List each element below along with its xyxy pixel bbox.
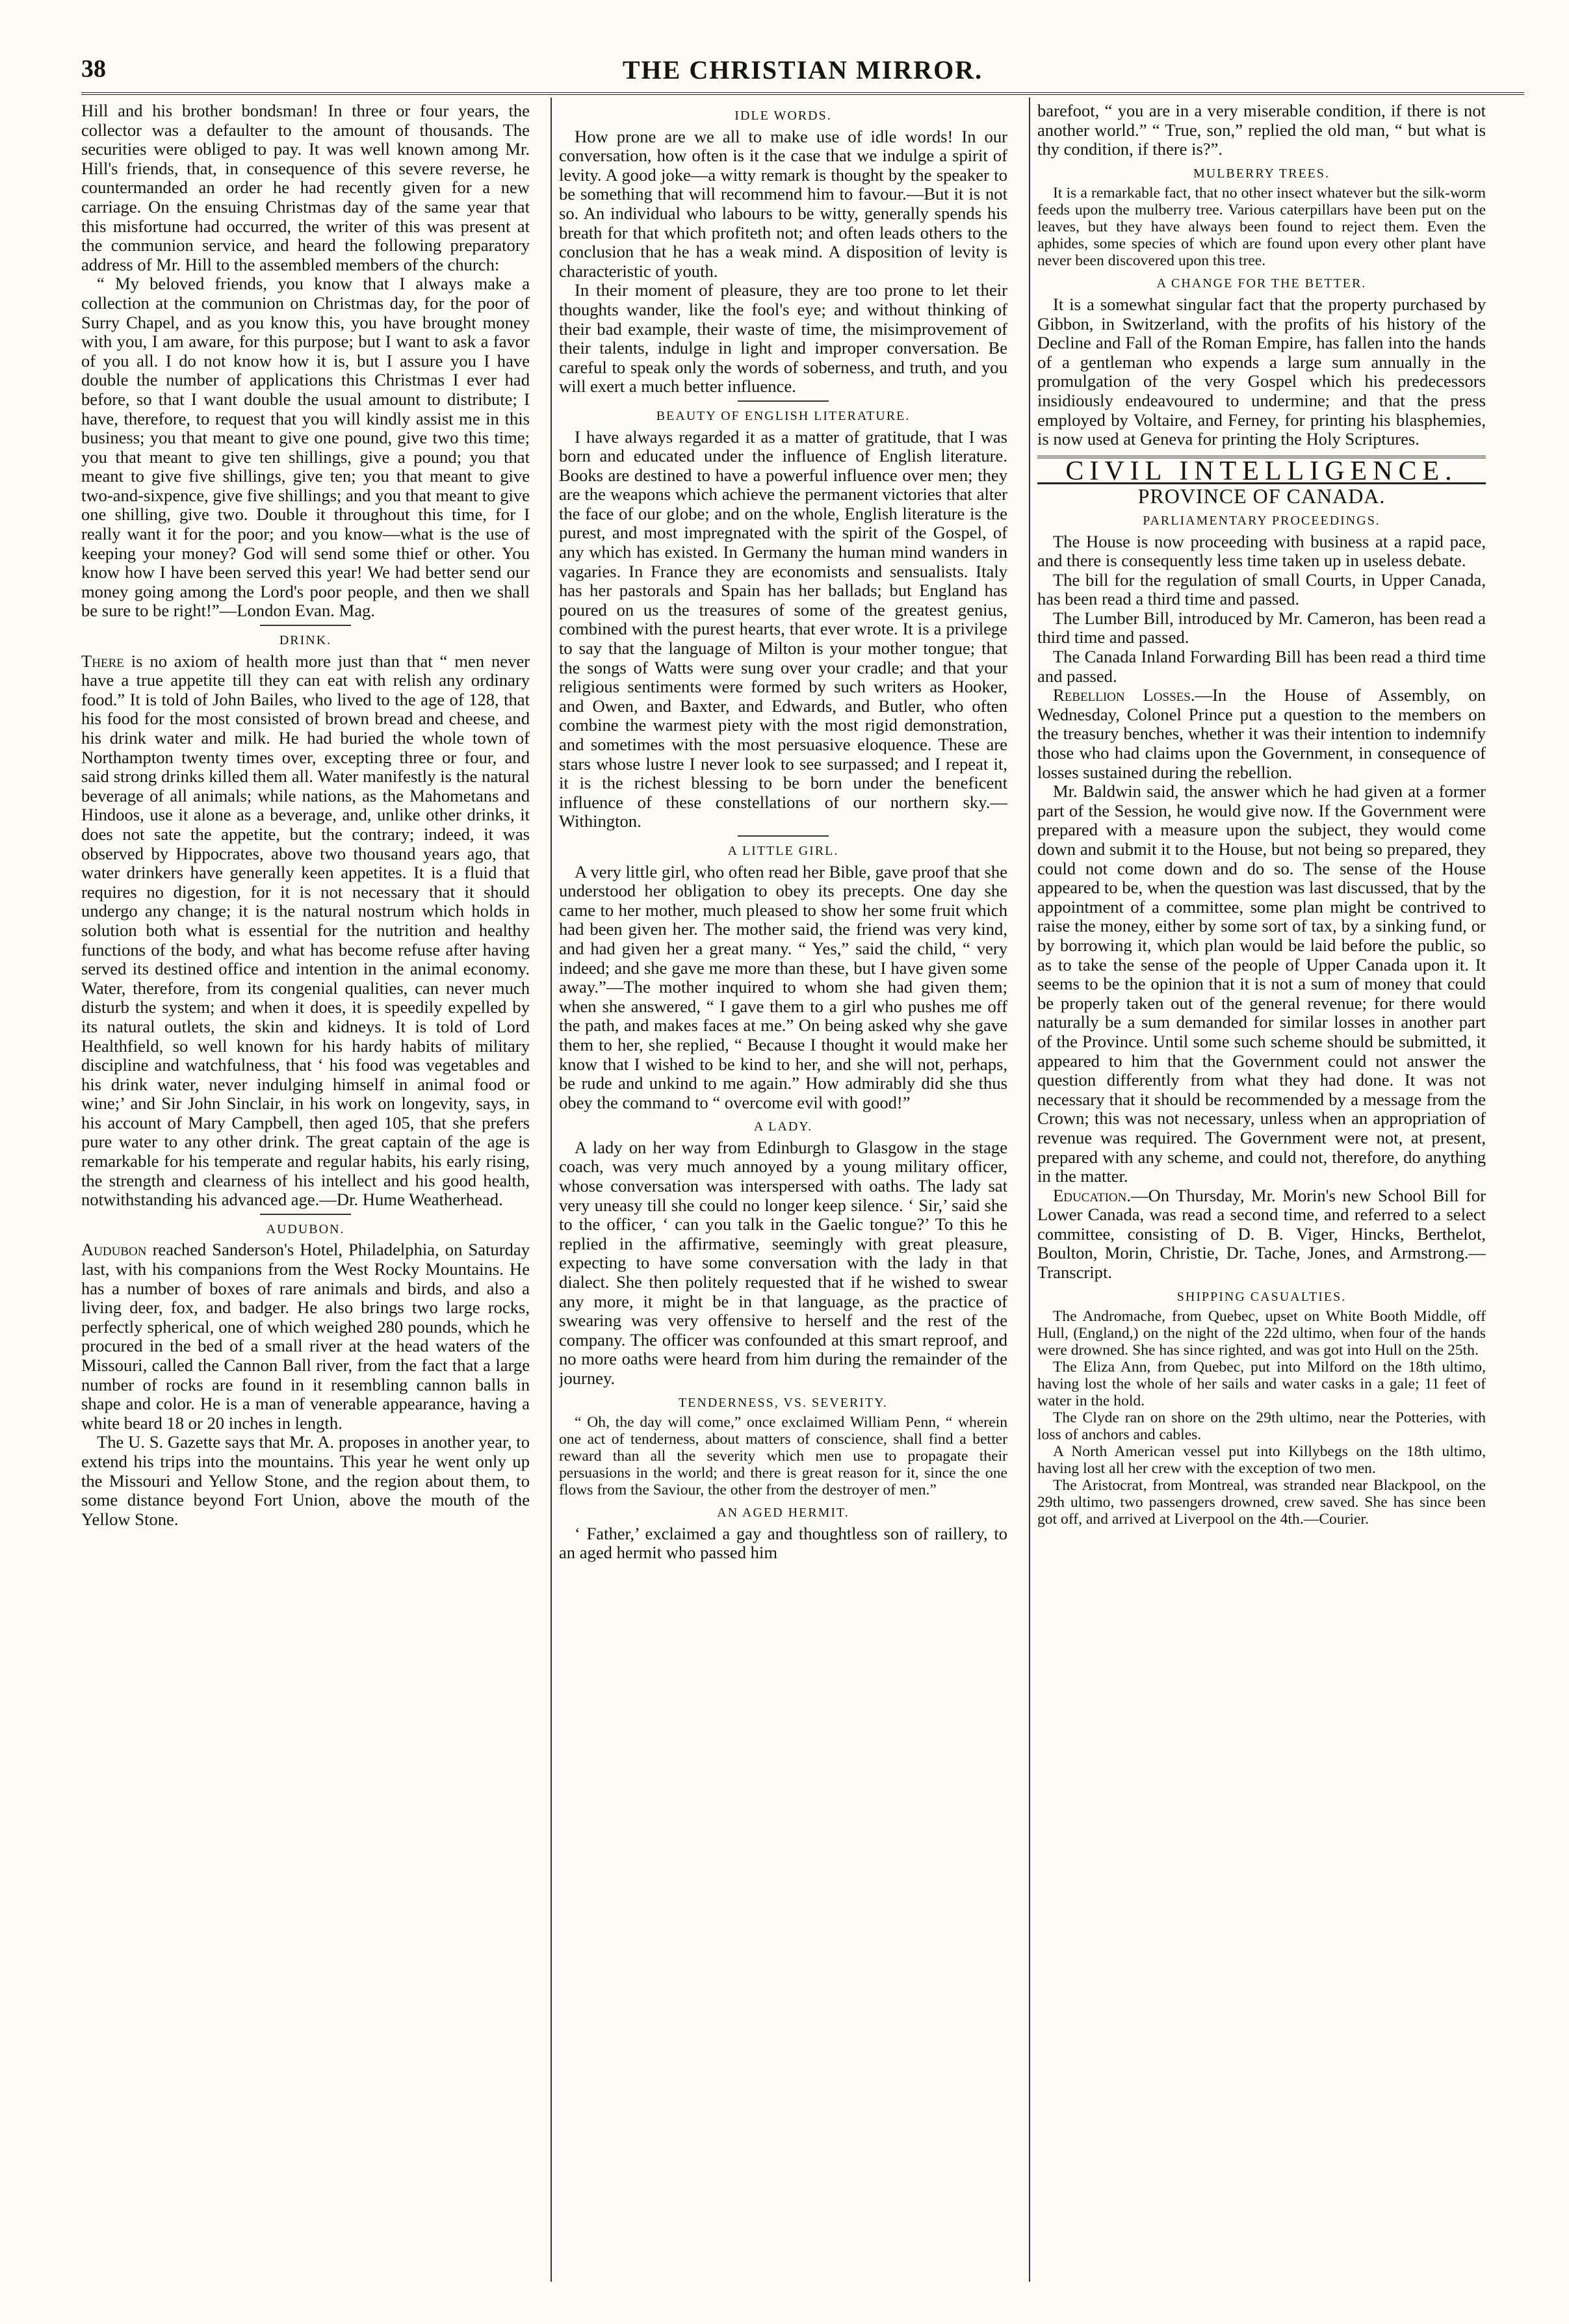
- drink-heading: DRINK.: [279, 633, 332, 648]
- shipping-item: A North American vessel put into Killybegs on the 18th ultimo, having lost all her crew with the exception of two men.: [1037, 1443, 1486, 1478]
- masthead: THE CHRISTIAN MIRROR.: [622, 55, 983, 85]
- audubon-lead-word: Audubon: [81, 1240, 147, 1260]
- divider: [738, 400, 829, 402]
- column-divider-1: [551, 98, 552, 2282]
- drink-lead-word: There: [81, 651, 124, 671]
- little-girl-body: A very little girl, who often read her Bible, gave proof that she understood her obligation to obey its precepts. One day she came to her mother, much pleased to show her some fruit which had been given her. The mother said, the friend was very kind, and had given her a great many. “ Yes,” said the child, “ very indeed; and she gave me more than these, but I have given some away.”—The mother inquired to whom she had given them; when she answered, “ I gave them to a girl who pushes me off the path, and makes faces at me.” On being asked why she gave them to her, she replied, “ Because I thought it would make her know that I wished to be kind to her, and she will not, perhaps, be rude and unkind to me again.” How admirably did she thus obey the command to “ overcome evil with good!”: [559, 861, 1007, 1112]
- divider: [738, 835, 829, 837]
- tenderness-heading: TENDERNESS, VS. SEVERITY.: [678, 1395, 888, 1410]
- education-body: —On Thursday, Mr. Morin's new School Bill for Lower Canada, was read a second time, and referred to a select committee, consisting of D. B. Viger, Hincks, Berthelot, Boulton, Morin, Christie, Dr. Tache, Jones, and Armstrong.—Transcript.: [1037, 1185, 1486, 1283]
- civil-intelligence-heading: CIVIL INTELLIGENCE.: [1037, 456, 1486, 485]
- drink-article: [81, 652, 530, 1210]
- little-girl-heading: A LITTLE GIRL.: [727, 843, 839, 858]
- header-rule: [81, 92, 1524, 95]
- column-1: [81, 101, 530, 2279]
- education: [1037, 1186, 1486, 1283]
- mulberry-heading: MULBERRY TREES.: [1193, 166, 1330, 181]
- column-3: [1037, 101, 1486, 2279]
- beauty-body: I have always regarded it as a matter of gratitude, that I was born and educated under the influence of English literature. Books are destined to have a powerful influence over men; they are the weapons which achieve the permanent victories that alter the face of our globe; and on the whole, English literature is the purest, and most impregnated with the spirit of the Gospel, of any which has existed. In Germany the human mind wanders in vagaries. In France they are economists and sensualists. Italy has her pastorals and Spain has her ballads; but England has poured on us the treasures of some of the greatest genius, combined with the purest hearts, that ever wrote. It is a privilege to say that the language of Milton is your mother tongue; that the songs of Watts were sung over your cradle; and that your religious sentiments were formed by such writers as Hooker, and Owen, and Baxter, and Edwards, and Butler, who often combine the warmest piety with the most rigid demonstration, and sometimes with the most persuasive eloquence. These are stars whose lustre I never look to see surpassed; and I repeat it, it is the richest blessing to be born under the beneficent influence of these constellations of our northern sky.—Withington.: [559, 426, 1007, 831]
- idle-words-p2: In their moment of pleasure, they are too prone to let their thoughts wander, like the fool's eye; and without thinking of their bad example, their waste of time, the misimprovement of their talents, indulge in light and improper conversation. Be careful to speak only the words of soberness, and truth, and you will exert a much better influence.: [559, 280, 1007, 397]
- parliament-p3: The Lumber Bill, introduced by Mr. Cameron, has been read a third time and passed.: [1037, 608, 1486, 647]
- parliament-p1: The House is now proceeding with business at a rapid pace, and there is consequently less time taken up in useless debate.: [1037, 531, 1486, 571]
- province-heading: PROVINCE OF CANADA.: [1137, 484, 1386, 508]
- shipping-item: The Eliza Ann, from Quebec, put into Milford on the 18th ultimo, having lost the whole of her sails and water casks in a gale; 11 feet of water in the hold.: [1037, 1359, 1486, 1410]
- rebellion-losses: [1037, 686, 1486, 782]
- audubon-body: reached Sanderson's Hotel, Philadelphia, on Saturday last, with his companions from the West Rocky Mountains. He has a number of boxes of rare animals and birds, and also a living deer, fox, and badger. He also brings two large rocks, perfectly spherical, one of which weighed 280 pounds, which he procured in the bed of a small river at the head waters of the Missouri, called the Cannon Ball river, from the fact that a large number of rocks are found in it resembling cannon balls in shape and color. He is a man of venerable appearance, having a white beard 18 or 20 inches in length.: [81, 1240, 530, 1433]
- parliament-p2: The bill for the regulation of small Courts, in Upper Canada, has been read a third time and passed.: [1037, 569, 1486, 609]
- divider: [260, 1214, 351, 1215]
- divider: [260, 625, 351, 626]
- hermit-body: ‘ Father,’ exclaimed a gay and thoughtless son of raillery, to an aged hermit who passed him: [559, 1523, 1007, 1563]
- audubon-article: [81, 1240, 530, 1433]
- audubon-heading: AUDUBON.: [266, 1221, 345, 1236]
- lady-heading: A LADY.: [753, 1119, 813, 1134]
- hill-article-ending: Hill and his brother bondsman! In three or four years, the collector was a defaulter to the amount of thousands. The securities were obliged to pay. It was well known among Mr. Hill's friends, that, in consequence of this severe reverse, he countermanded an order he had recently given for a new carriage. On the ensuing Christmas day of the same year that this misfortune had occurred, the writer of this was present at the communion service, and heard the following preparatory address of Mr. Hill to the assembled members of the church:: [81, 101, 530, 274]
- parliamentary-heading: PARLIAMENTARY PROCEEDINGS.: [1143, 513, 1381, 528]
- shipping-item: The Clyde ran on shore on the 29th ultimo, near the Potteries, with loss of anchors and cables.: [1037, 1409, 1486, 1444]
- hermit-heading: AN AGED HERMIT.: [717, 1506, 849, 1521]
- audubon-gazette: The U. S. Gazette says that Mr. A. proposes in another year, to extend his trips into the mountains. This year he went only up the Missouri and Yellow Stone, and the region about them, to some distance beyond Fort Union, above the mouth of the Yellow Stone.: [81, 1432, 530, 1529]
- shipping-heading: SHIPPING CASUALTIES.: [1176, 1289, 1347, 1304]
- shipping-item: The Aristocrat, from Montreal, was stranded near Blackpool, on the 29th ultimo, two passengers drowned, crew saved. She has since been got off, and arrived at Liverpool on the 4th.—Courier.: [1037, 1477, 1486, 1528]
- change-heading: A CHANGE FOR THE BETTER.: [1156, 276, 1367, 291]
- shipping-item: The Andromache, from Quebec, upset on White Booth Middle, off Hull, (England,) on the night of the 22d ultimo, when four of the hands were drowned. She has since righted, and was got into Hull on the 25th.: [1037, 1308, 1486, 1359]
- lady-body: A lady on her way from Edinburgh to Glasgow in the stage coach, was very much annoyed by a young military officer, whose conversation was interspersed with oaths. The lady sat very uneasy till she could no longer keep silence. ‘ Sir,’ said she to the officer, ‘ can you talk in the Gaelic tongue?’ To this he replied in the affirmative, seemingly with great pleasure, expecting to have some conversation with the lady in that dialect. She then politely requested that if he wished to swear any more, it might be in that language, as the practice of swearing was very offensive to herself and the rest of the company. The officer was confounded at this smart reproof, and no more oaths were heard from him during the remainder of the journey.: [559, 1137, 1007, 1388]
- page-number: 38: [81, 55, 106, 83]
- beauty-heading: BEAUTY OF ENGLISH LITERATURE.: [656, 408, 911, 423]
- change-body: It is a somewhat singular fact that the property purchased by Gibbon, in Switzerland, with the profits of his history of the Decline and Fall of the Roman Empire, has fallen into the hands of a gentleman who expends a large sum annually in the promulgation of the very Gospel which his predecessors insidiously endeavoured to undermine; and that the press employed by Voltaire, and Ferney, for printing his blasphemies, is now used at Geneva for printing the Holy Scriptures.: [1037, 294, 1486, 449]
- page-header: [81, 55, 1524, 94]
- education-lead: Education.: [1053, 1185, 1131, 1205]
- mulberry-body: It is a remarkable fact, that no other insect whatever but the silk-worm feeds upon the mulberry tree. Various caterpillars have been put on the leaves, but they have always been found to reject them. Even the aphides, some species of which are found upon every other plant have never been discovered upon this tree.: [1037, 185, 1486, 270]
- rebellion-body: —In the House of Assembly, on Wednesday, Colonel Prince put a question to the members on the treasury benches, whether it was their intention to indemnify those who had claims upon the Government, in consequence of losses sustained during the rebellion.: [1037, 685, 1486, 782]
- hill-address: “ My beloved friends, you know that I always make a collection at the communion on Christmas day, for the poor of Surry Chapel, and as you know this, you have brought money with you, I am aware, for this purpose; but I want to ask a favor of you all. I do not know how it is, but I assure you I have double the number of applications this Christmas I ever had before, so that I want double the usual amount to distribute; I have, therefore, to request that you will kindly assist me in this business; you that meant to give one pound, give two this time; you that meant to give ten shillings, give a pound; you that meant to give five shillings, give ten; you that meant to give two-and-sixpence, give five shillings; and you that meant to give one shilling, give two. Double it throughout this time, for I really want it for the poor; and you know—what is the use of keeping your money? God will send some thief or other. You know how I have been served this year! We had better send our money going among the Lord's poor people, and then we shall be sure to be right!”—London Evan. Mag.: [81, 274, 530, 621]
- column-2: [559, 101, 1007, 2279]
- baldwin-answer: Mr. Baldwin said, the answer which he had given at a former part of the Session, he would give now. If the Government were prepared with a measure upon the subject, they would come down and submit it to the House, but not being so prepared, they could not come down and do so. The sense of the House appeared to be, when the question was last discussed, that by the appointment of a committee, some plan might be contrived to raise the money, either by some sort of tax, by a sinking fund, or by borrowing it, which plan would be laid before the public, so as to take the sense of the people of Upper Canada upon it. It seems to be the opinion that it is not a sum of money that could be properly taken out of the general revenue; for there would naturally be a sum demanded for similar losses in another part of the Province. Until some such scheme should be submitted, it appeared to him that the Government could not answer the question differently from what they had done. It was not necessary that it should be recommended by a message from the Crown; this was not necessary, unless when an appropriation of revenue was required. The Government were not, at present, prepared with any scheme, and could not, therefore, do anything in the matter.: [1037, 781, 1486, 1186]
- rebellion-lead: Rebellion Losses.: [1053, 685, 1195, 705]
- column-divider-2: [1029, 98, 1030, 2282]
- drink-body: is no axiom of health more just than that “ men never have a true appetite till they can eat with relish any ordinary food.” It is told of John Bailes, who lived to the age of 128, that his food for the most consisted of brown bread and cheese, and his drink water and milk. He had buried the whole town of Northampton twenty times over, excepting three or four, and said strong drinks killed them all. Water manifestly is the natural beverage of all animals; while nations, as the Mahometans and Hindoos, use it alone as a beverage, and, unlike other drinks, it does not sate the appetite, but the contrary; indeed, it was observed by Hippocrates, above two thousand years ago, that water drinkers have generally keen appetites. It is a fluid that requires no digestion, for it is not necessary that it should undergo any change; it is the natural nostrum which holds in solution both what is essential for the nutrition and healthy functions of the body, and what has become refuse after having served its destined office and intention in the animal economy. Water, therefore, from its congenial qualities, can never much disturb the system; and when it does, it is speedily expelled by its natural outlets, the skin and kidneys. It is told of Lord Healthfield, so well known for his hardy habits of military discipline and watchfulness, that ‘ his food was vegetables and his drink water, never indulging himself in animal food or wine;’ and Sir John Sinclair, in his work on longevity, says, in his account of Mary Campbell, then aged 105, that she prefers pure water to any other drink. The great captain of the age is remarkable for his temperate and regular habits, his early rising, the strength and clearness of his intellect and his good health, notwithstanding his advanced age.—Dr. Hume Weatherhead.: [81, 651, 530, 1210]
- idle-words-heading: IDLE WORDS.: [734, 109, 832, 123]
- parliament-p4: The Canada Inland Forwarding Bill has been read a third time and passed.: [1037, 647, 1486, 686]
- hermit-continued: barefoot, “ you are in a very miserable condition, if there is not another world.” “ True, son,” replied the old man, “ but what is thy condition, if there is?”.: [1037, 101, 1486, 159]
- idle-words-body: How prone are we all to make use of idle words! In our conversation, how often is it the case that we indulge a spirit of levity. A good joke—a witty remark is thought by the speaker to be something that will recommend him to favour.—But it is not so. An individual who labours to be witty, generally spends his breath for that which profiteth not; and often leads others to the conclusion that he has a weak mind. A disposition of levity is characteristic of youth.: [559, 126, 1007, 281]
- tenderness-body: “ Oh, the day will come,” once exclaimed William Penn, “ wherein one act of tenderness, about matters of conscience, shall find a better reward than all the severity which men use to propagate their persuasions in the world; and there is great reason for it, since the one flows from the Saviour, the other from the destroyer of men.”: [559, 1414, 1007, 1499]
